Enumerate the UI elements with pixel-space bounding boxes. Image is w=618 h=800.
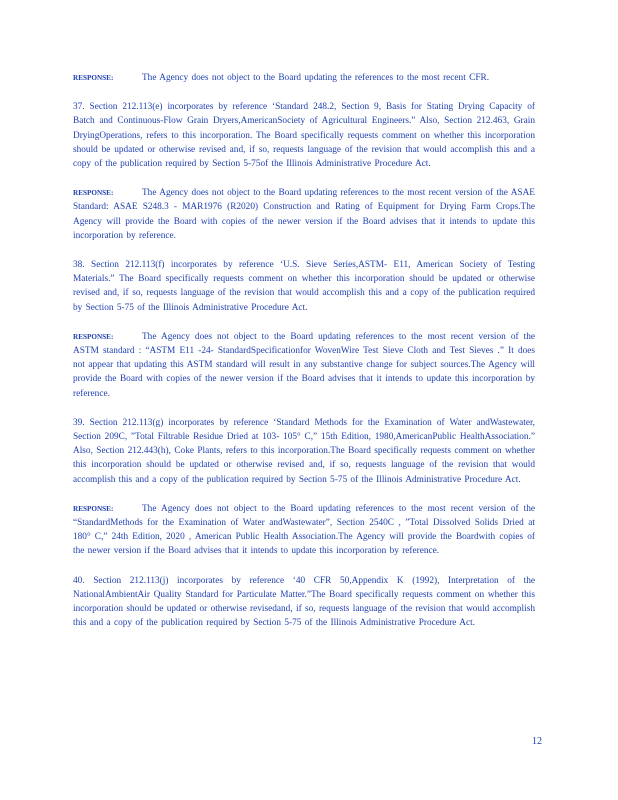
- section-paragraph: 39. Section 212.113(g) incorporates by reference ‘Standard Methods for the Examination of Water andWastewater, Section 209C, ”Total Filtrable Residue Dried at 103- 105° C,” 15th Edition, 1980,AmericanPublic HealthAssociation.” Also, Section 212.443(h), Coke Plants, refers to this incorporation.The Board specifically requests comment on whether this incorporation should be updated or otherwise revised and, if so, requests language of the revision that would accomplish this and a copy of the publication required by Section 5-75 of the Illinois Administrative Procedure Act.: [73, 417, 535, 485]
- response-text: The Agency does not object to the Board updating references to the most recent version of the “StandardMethods for the Examination of Water andWastewater”, Section 2540C , ”Total Dissolved Solids Dried at 180° C,” 24th Edition, 2020 , American Public Health Association.The Agency will provide the Boardwith copies of the newer version if the Board advises that it intends to update this incorporation by reference.: [73, 503, 535, 557]
- response-paragraph: [73, 330, 535, 401]
- section-paragraph: 40. Section 212.113(j) incorporates by reference ‘40 CFR 50,Appendix K (1992), Interpretation of the NationalAmbientAir Quality Standard for Particulate Matter.”The Board specifically requests comment on whether this incorporation should be updated or otherwise revisedand, if so, requests language of the revision that would accomplish this and a copy of the publication required by Section 5-75 of the Illinois Administrative Procedure Act.: [73, 575, 535, 629]
- response-text: The Agency does not object to the Board updating references to the most recent version of the ASTM standard : “ASTM E11 -24- StandardSpecificationfor WovenWire Test Sieve Cloth and Test Sieves .” It does not appear that updating this ASTM standard will result in any substantive change for subject sources.The Agency will provide the Board with copies of the newer version if the Board advises that it intends to update this incorporation by reference.: [73, 331, 535, 399]
- response-label: RESPONSE:: [73, 189, 114, 198]
- response-text: The Agency does not object to the Board updating the references to the most recent CFR.: [142, 73, 490, 83]
- response-label: RESPONSE:: [73, 74, 114, 82]
- response-paragraph: [73, 71, 535, 85]
- document-body: [73, 71, 535, 646]
- response-label: RESPONSE:: [73, 332, 114, 341]
- section-paragraph: 37. Section 212.113(e) incorporates by reference ‘Standard 248.2, Section 9, Basis for Stating Drying Capacity of Batch and Continuous-Flow Grain Dryers,AmericanSociety of Agricultural Engineers.” Also, Section 212.463, Grain DryingOperations, refers to this incorporation. The Board specifically requests comment on whether this incorporation should be updated or otherwise revised and, if so, requests language of the revision that would accomplish this and a copy of the publication required by Section 5-75of the Illinois Administrative Procedure Act.: [73, 102, 535, 170]
- response-paragraph: [73, 186, 535, 243]
- response-paragraph: [73, 502, 535, 559]
- response-label: RESPONSE:: [73, 504, 114, 513]
- section-paragraph: 38. Section 212.113(f) incorporates by reference ‘U.S. Sieve Series,ASTM- E11, American Society of Testing Materials.” The Board specifically requests comment on whether this incorporation should be updated or otherwise revised and, if so, requests language of the revision that would accomplish this and a copy of the publication required by Section 5-75 of the Illinois Administrative Procedure Act.: [73, 260, 535, 313]
- page-number: 12: [532, 736, 542, 747]
- response-text: The Agency does not object to the Board updating references to the most recent version of the ASAE Standard: ASAE S248.3 - MAR1976 (R2020) Construction and Rating of Equipment for Drying Farm Crops.The Agency will provide the Board with copies of the newer version if the Board advises that it intends to update this incorporation by reference.: [73, 188, 535, 241]
